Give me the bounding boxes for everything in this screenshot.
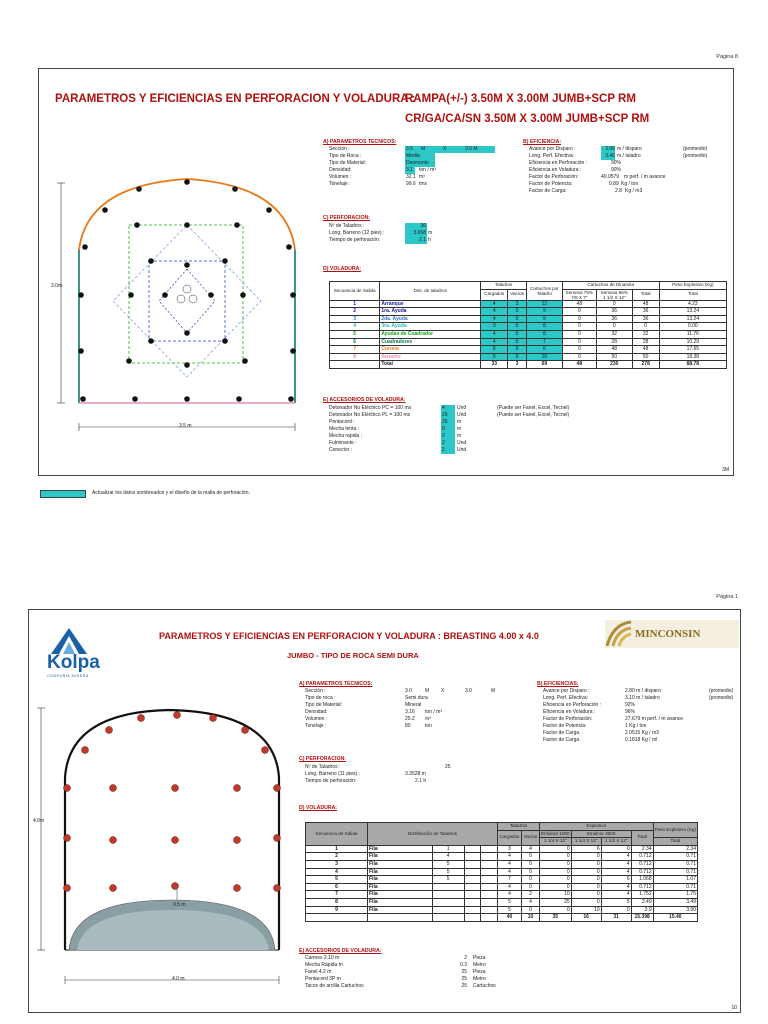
table-row [330,315,727,323]
efficiency-value: 2.0515 Kg / m3 [625,730,659,736]
row-a: 0 [540,876,572,884]
page-label: Página 8 [716,54,738,60]
row-empty [481,868,498,876]
row-kg: 13.24 [659,315,726,323]
row-n: 5 [432,868,464,876]
row-b: 36 [596,308,632,316]
row-t: 3.9 [631,906,653,914]
page2-sec-c: C) PERFORACION: [299,756,346,762]
row-dist: Fila [368,860,433,868]
accessory-value: 25 [461,969,467,975]
row-ct: 10 [526,353,562,361]
table-row [330,346,727,354]
accessory-value: 2 [441,433,455,440]
row-v: 4 [522,898,540,906]
row-seq: 4 [306,868,368,876]
row-n: 4 [432,853,464,861]
row-empty [464,860,481,868]
row-seq: 8 [330,353,380,361]
row-dist: Fila [368,868,433,876]
row-a: 25 [540,898,572,906]
row-c: 0 [481,323,508,331]
row-dist: Fila [368,906,433,914]
row-t: 1.068 [631,876,653,884]
efficiency-value: 0.1818 Kg / ml [625,737,658,743]
efficiency-value: 2.80 m / disparo [625,688,661,694]
row-t: 0.712 [631,860,653,868]
row-c: 3 [498,845,522,853]
row-seq: 2 [306,853,368,861]
accessory-value: 29 [441,412,455,419]
row-v: 0 [508,315,527,323]
accessory-note: (Puede ser Fanel, Excel, Tecnel) [497,412,570,418]
page2-accessories [305,955,525,995]
page2-perforation: Nº de Taladros : 25 Long. Barreno (11 pies) : 3.3528 m Tiempo de perforación: 2.1 h [305,764,451,784]
page1-accessories [329,405,589,457]
accessory-label: Tacos de arcilla Cartuchos [305,983,364,989]
row-c: 4 [481,338,508,346]
row-a: 0 [562,315,596,323]
row-e: 0 [601,906,631,914]
accessory-value: 2 [441,440,455,447]
row-b: 48 [596,346,632,354]
page1-title-right-1: RAMPA(+/-) 3.50M X 3.00M JUMB+SCP RM [405,93,636,105]
row-kg: 0.71 [653,853,697,861]
page1-dim-height: 3.0m [51,283,63,289]
row-seq: 1 [330,300,380,308]
row-name: Corona [380,346,481,354]
row-empty [464,906,481,914]
row-e: 4 [601,883,631,891]
page2-voladura-table: Secuencia de Salida Distribución de Taladros Taladros Explosivo Peso Explosivo (Kg) Cargados Vacios Emulnor 1000 Emulnor 3000 Total 1 1/4 X 12" 1 1/4 X 12" 1 1/2 X 12" Total 1 Fila 1 3 4 0 6 0 2.34 2.34 2 Fila 4 4 0 0 0 4 0.712 0.71 3 Fila 5 4 0 0 0 4 0.712 0.71 4 Fila 5 4 0 0 0 4 0.712 0.71 5 Fila 5 7 0 0 0 6 1.068 1.07 6 Fila 4 0 0 0 4 0.712 0.71 7 Fila 4 2 10 0 4 1.752 1.75 8 Fila 5 4 25 0 5 3.49 3.49 9 Fila 5 0 0 10 0 3.9 3.90 40 10 35 16 31 15.398 15.40 [305,822,698,922]
efficiency-label: Factor de Carga [543,730,580,736]
accessory-unit: Metro [473,962,486,968]
row-a: 0 [562,330,596,338]
kolpa-logo-text: Kolpa [47,652,100,673]
row-c: 4 [498,891,522,899]
row-ct: 7 [526,338,562,346]
accessory-unit: m [457,433,462,439]
page1-voladura-table: Secuencia de Salida Dist. de taladros Taladros Cartuchos por Taladro Cartuchos de Dinamita Peso Explosivo (Kg) Cargados Vacíos Semexa 75% 7/8 X 7" Semexa 65% 1 1/2 X 12" Total Total 1 Arranque 4 3 12 48 0 48 4.23 2 1ra. Ayuda 4 0 9 0 36 36 13.24 3 2da. Ayuda 4 0 9 0 36 36 13.24 4 3ra. Ayuda 0 0 8 0 0 0 0.00 5 Ayudas de Cuadrador 4 0 8 0 32 32 11.76 6 Cuadradores 4 0 7 0 28 28 10.29 7 Corona 8 0 6 0 48 48 17.65 8 Arrastre 5 0 10 0 50 50 18.38 Total 33 3 69 48 230 278 88.78 [329,281,727,369]
row-t: 28 [632,338,659,346]
page2-drill-pattern-diagram [29,688,299,1008]
page2-params: Sección : 3.0 M X 3.0 M Tipo de roca : Semi dura Tipo de Material: Mineral Densidad: 3.16 ton / m³ Volumen : 25.2 m³ Tonelaje : 80 ton [305,688,496,729]
accessory-unit: Pieza [473,955,486,961]
accessory-unit: m [457,426,462,432]
accessory-label: Conector : [329,447,353,453]
row-ct: 6 [526,346,562,354]
page2-sec-d: D) VOLADURA: [299,805,338,811]
row-c: 4 [481,308,508,316]
row-e: 4 [601,868,631,876]
accessory-label: Fulminante : [329,440,357,446]
accessory-value: 4 [441,405,455,412]
efficiency-label: Avance por Disparo : [543,688,590,694]
row-b: 0 [571,883,601,891]
kolpa-logo-sub: COMPAÑIA MINERA [47,674,89,678]
page2-sec-e: E) ACCESORIOS DE VOLADURA: [299,948,382,954]
row-dist: Fila [368,853,433,861]
accessory-unit: Cartuchos [473,983,496,989]
row-name: 1ra. Ayuda [380,308,481,316]
row-name: Ayudas de Cuadrador [380,330,481,338]
row-n [432,891,464,899]
row-t: 1.752 [631,891,653,899]
row-empty [464,891,481,899]
row-a: 0 [562,338,596,346]
row-v: 0 [508,338,527,346]
row-name: 3ra. Ayuda [380,323,481,331]
efficiency-value: 3.10 m / taladro [625,695,660,701]
row-t: 0.712 [631,868,653,876]
table-row [306,845,698,853]
row-b: 50 [596,353,632,361]
row-empty [481,898,498,906]
row-empty [481,860,498,868]
row-empty [481,906,498,914]
row-e: 4 [601,853,631,861]
row-v: 0 [522,868,540,876]
row-c: 7 [498,876,522,884]
row-t: 32 [632,330,659,338]
row-a: 0 [562,323,596,331]
row-kg: 1.75 [653,891,697,899]
row-v: 0 [522,883,540,891]
row-kg: 11.76 [659,330,726,338]
accessory-unit: Und [457,447,467,453]
row-v: 0 [522,876,540,884]
row-b: 32 [596,330,632,338]
minconsin-logo: MINCONSIN [605,620,739,648]
accessory-value: 26 [441,419,455,426]
row-c: 4 [481,330,508,338]
accessory-value: 0.3 [460,962,467,968]
row-c: 8 [481,346,508,354]
minconsin-logo-icon [605,620,633,648]
row-seq: 7 [330,346,380,354]
row-empty [464,868,481,876]
page2-voladura-total-row: 40 10 35 16 31 15.398 15.40 [306,914,698,922]
table-row [306,876,698,884]
accessory-value: 25 [461,976,467,982]
efficiency-label: Factor de Potencia: [543,723,587,729]
table-row [330,338,727,346]
row-empty [464,853,481,861]
row-dist: Fila [368,876,433,884]
row-v: 0 [508,323,527,331]
row-c: 4 [481,300,508,308]
row-b: 10 [571,906,601,914]
row-n: 5 [432,876,464,884]
row-kg: 4.23 [659,300,726,308]
row-c: 4 [498,883,522,891]
row-b: 0 [596,300,632,308]
row-t: 36 [632,315,659,323]
row-e: 4 [601,860,631,868]
row-kg: 0.71 [653,883,697,891]
row-t: 48 [632,346,659,354]
row-name: 2da. Ayuda [380,315,481,323]
page2-corner-code: 10 [731,1005,737,1012]
row-n: 5 [432,860,464,868]
row-kg: 0.71 [653,868,697,876]
row-name: Cuadradores [380,338,481,346]
row-b: 0 [596,323,632,331]
page1-sec-e: E) ACCESORIOS DE VOLADURA: [323,397,406,403]
efficiency-label: Eficiencia en Perforación : [543,702,602,708]
row-seq: 4 [330,323,380,331]
page1-title-right-2: CR/GA/CA/SN 3.50M X 3.00M JUMB+SCP RM [405,113,650,125]
row-c: 4 [498,853,522,861]
accessory-label: Fanel 4.2 m [305,969,332,975]
row-v: 0 [508,346,527,354]
row-t: 3.49 [631,898,653,906]
row-empty [481,883,498,891]
row-b: 0 [571,860,601,868]
row-ct: 8 [526,323,562,331]
accessory-unit: Und [457,405,467,411]
row-v: 0 [508,308,527,316]
row-seq: 8 [306,898,368,906]
row-dist: Fila [368,891,433,899]
page1-dim-width: 3.5 m [179,423,192,429]
row-kg: 13.24 [659,308,726,316]
row-b: 0 [571,868,601,876]
page1-sec-b: B) EFICIENCIA: [523,139,562,145]
row-c: 5 [498,906,522,914]
efficiency-label: Factor de Perforación: [543,716,593,722]
row-ct: 9 [526,308,562,316]
table-row [330,300,727,308]
accessory-label: Mecha Rápida m [305,962,343,968]
row-seq: 7 [306,891,368,899]
row-kg: 10.29 [659,338,726,346]
row-empty [464,876,481,884]
page2-dim-height: 4.0m [33,818,45,824]
row-a: 0 [540,906,572,914]
row-empty [481,853,498,861]
row-b: 6 [571,845,601,853]
row-b: 28 [596,338,632,346]
row-kg: 0.71 [653,860,697,868]
accessory-unit: Und [457,440,467,446]
row-n: 1 [432,845,464,853]
row-a: 0 [540,868,572,876]
row-seq: 6 [306,883,368,891]
row-c: 4 [498,860,522,868]
row-t: 50 [632,353,659,361]
row-kg: 0.00 [659,323,726,331]
page2-sec-b: B) EFICIENCIAS: [537,681,579,687]
row-b: 0 [571,876,601,884]
row-t: 48 [632,300,659,308]
row-v: 0 [522,853,540,861]
efficiency-label: Eficiencia en Voladura : [543,709,596,715]
page1-corner-code: 3M [722,467,729,474]
accessory-note: (Puede ser Fanel, Excel, Tecnel) [497,405,570,411]
page2-sec-a: A) PARAMETROS TECNICOS: [299,681,373,687]
page1-drill-pattern-diagram [39,165,319,435]
accessory-label: Mecha lenta : [329,426,360,432]
table-row [306,898,698,906]
row-t: 36 [632,308,659,316]
row-kg: 3.90 [653,906,697,914]
row-v: 2 [522,891,540,899]
efficiency-label: Factor de Carga [543,737,580,743]
row-empty [464,845,481,853]
row-n [432,883,464,891]
page1-perforation: Nº de Taladros : 36 Long. Barreno (12 pies) : 3.658 m Tiempo de perforación: 2.1 h [329,223,433,243]
accessory-value: 25 [461,983,467,989]
page2-frame [28,609,741,1013]
row-empty [481,891,498,899]
table-row [306,906,698,914]
row-e: 4 [601,891,631,899]
row-a: 0 [540,853,572,861]
row-e: 5 [601,898,631,906]
page2-title: PARAMETROS Y EFICIENCIAS EN PERFORACION Y VOLADURA : BREASTING 4.00 x 4.0 [159,631,539,641]
accessory-unit: m [457,419,462,425]
legend-swatch [40,490,86,498]
row-a: 10 [540,891,572,899]
accessory-label: Carmex 2.10 m [305,955,340,961]
row-empty [481,876,498,884]
legend-text: Actualizar los datos sombreados y el diseño de la malla de perforación. [92,490,250,496]
row-kg: 2.34 [653,845,697,853]
page1-sec-a: A) PARAMETROS TECNICOS: [323,139,397,145]
efficiency-value: 96% [625,709,636,715]
row-ct: 12 [526,300,562,308]
accessory-value: 2 [464,955,467,961]
row-v: 0 [508,353,527,361]
page-label-2: Página 1 [716,594,738,600]
row-a: 48 [562,300,596,308]
row-t: 0.712 [631,883,653,891]
row-c: 5 [498,898,522,906]
efficiency-value: 27.679 m perf. / m avance [625,716,684,722]
row-empty [481,845,498,853]
table-row [306,883,698,891]
page1-sec-c: C) PERFORACION: [323,215,370,221]
efficiency-label: Long. Perf. Efectiva: [543,695,589,701]
row-seq: 3 [330,315,380,323]
row-a: 0 [562,353,596,361]
row-kg: 18.38 [659,353,726,361]
row-seq: 6 [330,338,380,346]
row-a: 0 [562,308,596,316]
efficiency-note: (promedio) [709,688,734,694]
row-kg: 17.65 [659,346,726,354]
row-seq: 3 [306,860,368,868]
table-row [330,330,727,338]
accessory-label: Mecha rapida : [329,433,363,439]
row-b: 0 [571,891,601,899]
row-b: 36 [596,315,632,323]
row-a: 0 [540,883,572,891]
row-v: 0 [522,906,540,914]
row-b: 0 [571,853,601,861]
row-seq: 1 [306,845,368,853]
accessory-label: Pentacord : [329,419,355,425]
row-seq: 5 [306,876,368,884]
row-e: 6 [601,876,631,884]
row-n [432,898,464,906]
row-v: 4 [522,845,540,853]
table-row [306,860,698,868]
table-row [306,853,698,861]
row-kg: 3.49 [653,898,697,906]
row-a: 0 [540,845,572,853]
accessory-value: 2 [441,447,455,454]
accessory-unit: Und [457,412,467,418]
row-n [432,906,464,914]
row-seq: 5 [330,330,380,338]
row-c: 4 [498,868,522,876]
row-seq: 9 [306,906,368,914]
efficiency-value: 1 Kg / ton [625,723,647,729]
row-c: 4 [481,315,508,323]
row-b: 0 [571,898,601,906]
row-v: 0 [508,330,527,338]
page1-title: PARAMETROS Y EFICIENCIAS EN PERFORACION Y VOLADURA : [55,93,416,105]
row-ct: 9 [526,315,562,323]
table-row [306,891,698,899]
page1-efficiency: Avance por Disparo : 3.06 m / disparo (promedio) Long. Perf. Efectiva: 3.40 m / taladro (promedio) Eficiencia en Perforación : 90% Eficiencia en Voladura : 90% Factor de Perforación: 40.0579 m perf. / m avance Factor de Potencia: 0.89 Kg / ton Factor de Carga: 2.8 Kg / m3 [529,146,708,194]
accessory-label: Pentacord 3P m [305,976,341,982]
row-t: 2.34 [631,845,653,853]
accessory-unit: Metro [473,976,486,982]
accessory-label: Detonador No Eléctrico PL = 100 ms [329,412,411,418]
row-v: 0 [522,860,540,868]
page2-dim-width: 4.0 m [172,976,185,982]
row-t: 0.712 [631,853,653,861]
row-dist: Fila [368,845,433,853]
efficiency-note: (promedio) [709,695,734,701]
row-name: Arrastre [380,353,481,361]
row-c: 5 [481,353,508,361]
table-row [330,308,727,316]
row-a: 0 [562,346,596,354]
page1-sec-d: D) VOLADURA: [323,266,362,272]
row-kg: 1.07 [653,876,697,884]
row-empty [464,898,481,906]
row-name: Arranque [380,300,481,308]
row-dist: Fila [368,883,433,891]
page2-subtitle: JUMBO - TIPO DE ROCA SEMI DURA [287,651,419,660]
row-t: 0 [632,323,659,331]
page1-frame: PARAMETROS Y EFICIENCIAS EN PERFORACION Y VOLADURA : RAMPA(+/-) 3.50M X 3.00M JUMB+SCP RM CR/GA/CA/SN 3.50M X 3.00M JUMB+SCP RM 3.0m 3.5 m A) PARAMETROS TECNICOS: Sección : 3.5 M X 3.0 M Tipo de Roca : Media Tipo de Material: Desmonte Densidad: 3.1 ton / m³ Volumen : 32.1 m³ Tonelaje : 99.6 tms B) EFICIENCIA: Avance por Disparo : 3.06 m / disparo (promedio) Long. Perf. Efectiva: 3.40 m / taladro (promedio) Eficiencia en Perforación : 90% Eficiencia en Voladura : 90% Factor de Perforación: 40.0579 m perf. / m avance Factor de Potencia: 0.89 Kg / ton Factor de Carga: 2.8 Kg / m3 C) PERFORACION: Nº de Taladros : 36 Long. Barreno (12 pies) : 3.658 m Tiempo de perforación: 2.1 h D) VOLADURA: Secuencia de Salida Dist. de taladros Taladros Cartuchos por Taladro Cartuchos de Dinamita Peso Explosivo (Kg) Cargados Vacíos Semexa 75% 7/8 X 7" Semexa 65% 1 1/2 X 12" Total Total 1 Arranque 4 3 12 48 0 48 4.23 2 1ra. Ayuda 4 0 9 0 36 36 13.24 3 2da. Ayuda 4 0 9 0 36 36 13.24 4 3ra. Ayuda 0 0 8 0 0 0 0.00 5 Ayudas de Cuadrador 4 0 8 0 32 32 11.76 6 Cuadradores 4 0 7 0 28 28 10.29 7 Corona 8 0 6 0 48 48 17.65 8 Arrastre 5 0 10 0 50 50 18.38 Total 33 3 69 48 230 278 88.78 E) ACCESORIOS DE VOLADURA: Detonador No Eléctrico PC = 100 ms 4 Und (Puede ser Fanel, Excel, Tecnel) Detonador No Eléctrico PL = 100 ms 29 Und (Puede ser Fanel, Excel, Tecnel) Pentacord : 26 m Mecha lenta : 8 m Mecha rapida : 2 m Fulminante : 2 Und Conector : 2 Und 3M [38,68,734,476]
table-row [330,323,727,331]
row-a: 0 [540,860,572,868]
table-row [306,868,698,876]
row-ct: 8 [526,330,562,338]
table-row [330,353,727,361]
row-dist: Fila [368,898,433,906]
page1-voladura-total-row: Total 33 3 69 48 230 278 88.78 [330,361,727,369]
row-v: 3 [508,300,527,308]
accessory-label: Detonador No Eléctrico PC = 100 ms [329,405,412,411]
accessory-unit: Pieza [473,969,486,975]
page2-dim-inner: 0.5 m [173,902,186,908]
page2-efficiency [543,688,737,746]
efficiency-value: 92% [625,702,636,708]
accessory-value: 8 [441,426,455,433]
row-e: 0 [601,845,631,853]
row-empty [464,883,481,891]
row-seq: 2 [330,308,380,316]
